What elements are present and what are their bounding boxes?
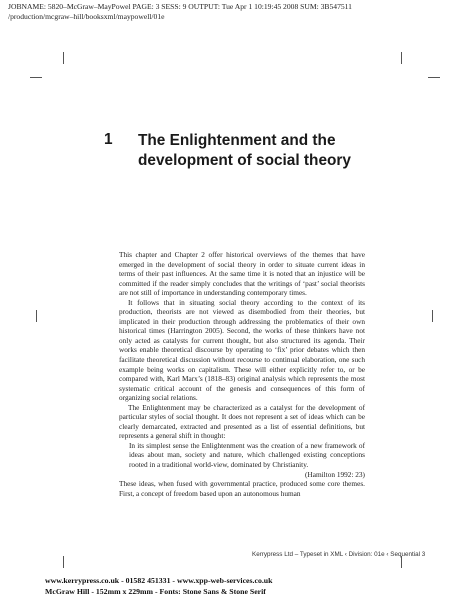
crop-mark [432, 310, 433, 322]
crop-mark [401, 52, 402, 64]
chapter-title: The Enlightenment and the development of social theory [138, 132, 351, 169]
paragraph: These ideas, when fused with governmental practice, produced some core themes. First, a concept of freedom based upon an autonomous human [119, 479, 365, 498]
print-info [45, 575, 465, 597]
paragraph: It follows that in situating social theory according to the context of its production, theorists are not viewed as disembodied from their theories, but implicated in their production through addressing the problematics of their own historical times (Harrington 2005). Second, the works of these thinkers have not only acted as catalysts for current thought, but also structured its agenda. Their works enable theoretical discourse by operating to ‘fix’ prior debates which then facilitate theoretical discussion without recourse to continual elaboration, one such example being works on capitalism. These will either explicitly refer to, or be compared with, Karl Marx’s (1818–83) original analysis which represents the most systematic critical account of the genesis and consequences of this form of organizing social relations. [119, 297, 365, 403]
job-header-path: /production/mcgraw–hill/booksxml/maypowell/01e [8, 12, 165, 21]
paragraph: The Enlightenment may be characterized as a catalyst for the development of particular styles of social thought. It does not represent a set of ideas which can be clearly demarcated, extracted and presented as a list of essential definitions, but represents a general shift in thought: [119, 402, 365, 441]
body-text [119, 250, 365, 498]
crop-mark [36, 310, 37, 322]
crop-mark [30, 77, 42, 78]
crop-mark [428, 77, 440, 78]
job-header [8, 2, 468, 22]
crop-mark [63, 556, 64, 568]
paragraph: This chapter and Chapter 2 offer historical overviews of the themes that have emerged in the development of social theory in order to situate current ideas in terms of their past influences. At the same time it is noted that an injustice will be committed if the reader simply concludes that the writings of ‘past’ social theorists are not still of importance in understanding contemporary times. [119, 250, 365, 298]
print-info-line: www.kerrypress.co.uk - 01582 451331 - www.xpp-web-services.co.uk [45, 576, 273, 585]
chapter-number: 1 [104, 131, 113, 148]
typeset-footer: Kerrypress Ltd – Typeset in XML ‹ Division: 01e ‹ Sequential 3 [252, 551, 426, 558]
block-quote: In its simplest sense the Enlightenment was the creation of a new framework of ideas about man, society and nature, which challenged existing conceptions rooted in a traditional world-view, dominated by Christianity. [129, 440, 365, 470]
quote-citation: (Hamilton 1992: 23) [305, 469, 365, 479]
job-header-line: JOBNAME: 5820–McGraw–MayPowel PAGE: 3 SESS: 9 OUTPUT: Tue Apr 1 10:19:45 2008 SUM: 3B547511 [8, 2, 352, 11]
crop-mark [63, 52, 64, 64]
print-info-line: McGraw Hill - 152mm x 229mm - Fonts: Stone Sans & Stone Serif [45, 587, 266, 596]
